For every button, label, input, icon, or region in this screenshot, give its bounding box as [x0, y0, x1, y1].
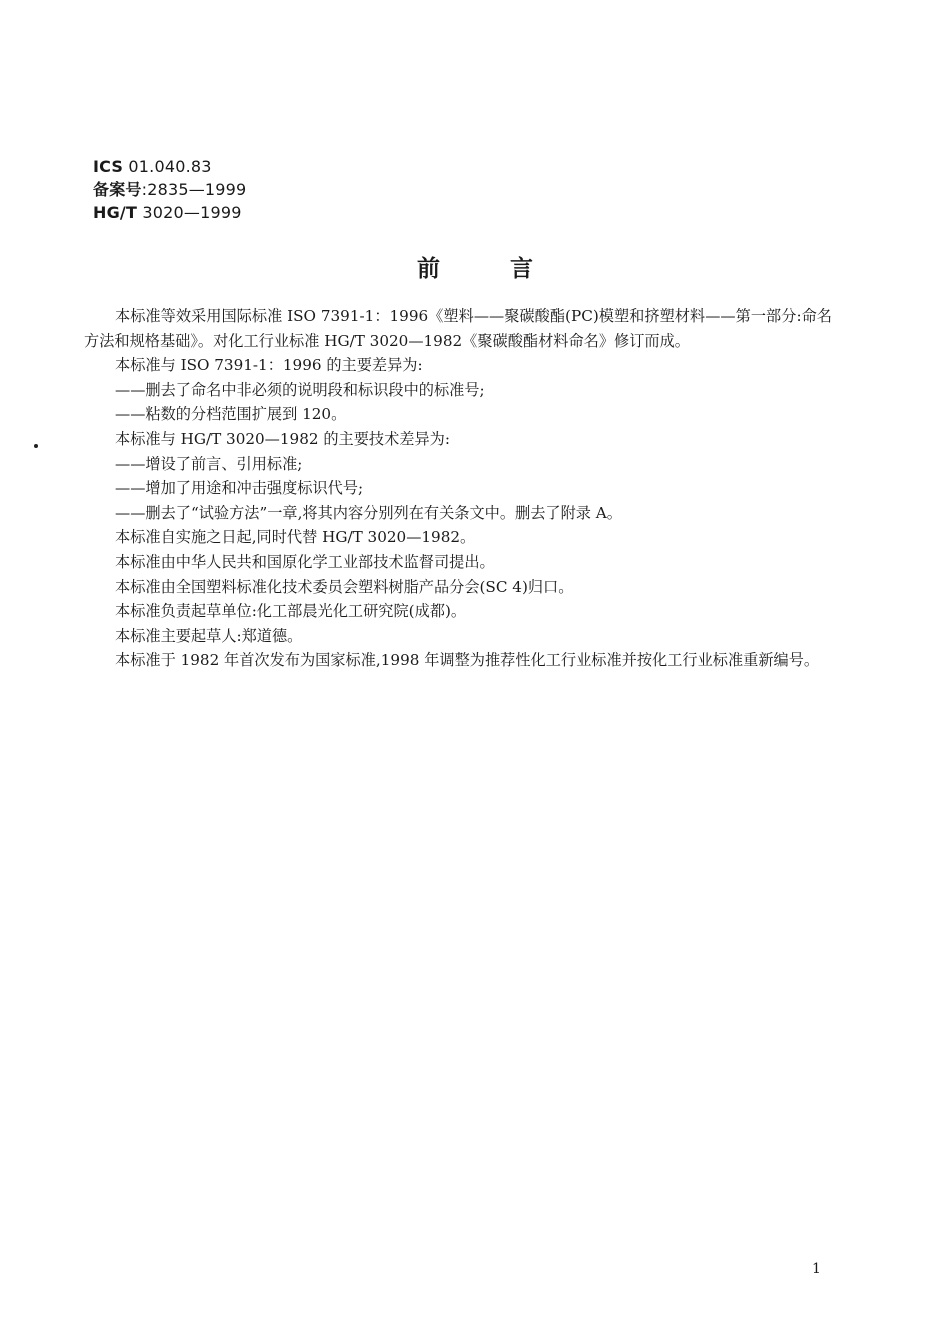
record-number — [93, 178, 246, 201]
scan-speck — [34, 444, 38, 448]
paragraph: ——删去了命名中非必须的说明段和标识段中的标准号; — [115, 380, 485, 399]
page-number: 1 — [812, 1261, 821, 1277]
paragraph: 本标准负责起草单位:化工部晨光化工研究院(成都)。 — [115, 602, 467, 621]
paragraph: ——删去了“试验方法”一章,将其内容分别列在有关条文中。删去了附录 A。 — [115, 503, 622, 522]
paragraph: 本标准与 ISO 7391-1：1996 的主要差异为: — [115, 356, 423, 375]
page-title: 前言 — [417, 256, 603, 282]
foreword-body — [84, 304, 832, 673]
ics-value: 01.040.83 — [128, 157, 212, 176]
paragraph: 本标准主要起草人:郑道德。 — [115, 626, 303, 645]
record-label: 备案号 — [93, 180, 142, 199]
paragraph: ——增设了前言、引用标准; — [115, 454, 303, 473]
paragraph: 本标准于 1982 年首次发布为国家标准,1998 年调整为推荐性化工行业标准并按化工行业标准重新编号。 — [115, 651, 820, 670]
document-header — [93, 155, 246, 224]
ics-label: ICS — [93, 157, 124, 176]
standard-label: HG/T — [93, 203, 138, 222]
paragraph: ——粘数的分档范围扩展到 120。 — [115, 405, 347, 424]
paragraph: 本标准与 HG/T 3020—1982 的主要技术差异为: — [115, 429, 450, 448]
record-value: :2835—1999 — [141, 180, 247, 199]
ics-code — [93, 155, 246, 178]
standard-value: 3020—1999 — [142, 203, 242, 222]
paragraph: 本标准由全国塑料标准化技术委员会塑料树脂产品分会(SC 4)归口。 — [115, 577, 574, 596]
paragraph: ——增加了用途和冲击强度标识代号; — [115, 479, 364, 498]
paragraph: 本标准自实施之日起,同时代替 HG/T 3020—1982。 — [115, 528, 476, 547]
paragraph: 本标准由中华人民共和国原化学工业部技术监督司提出。 — [115, 552, 495, 571]
paragraph: 本标准等效采用国际标准 ISO 7391-1：1996《塑料——聚碳酸酯(PC)模塑和挤塑材料——第一部分:命名方法和规格基础》。对化工行业标准 HG/T 3020—1982《聚碳酸酯材料命名》修订而成。 — [84, 307, 832, 350]
standard-number — [93, 201, 246, 224]
